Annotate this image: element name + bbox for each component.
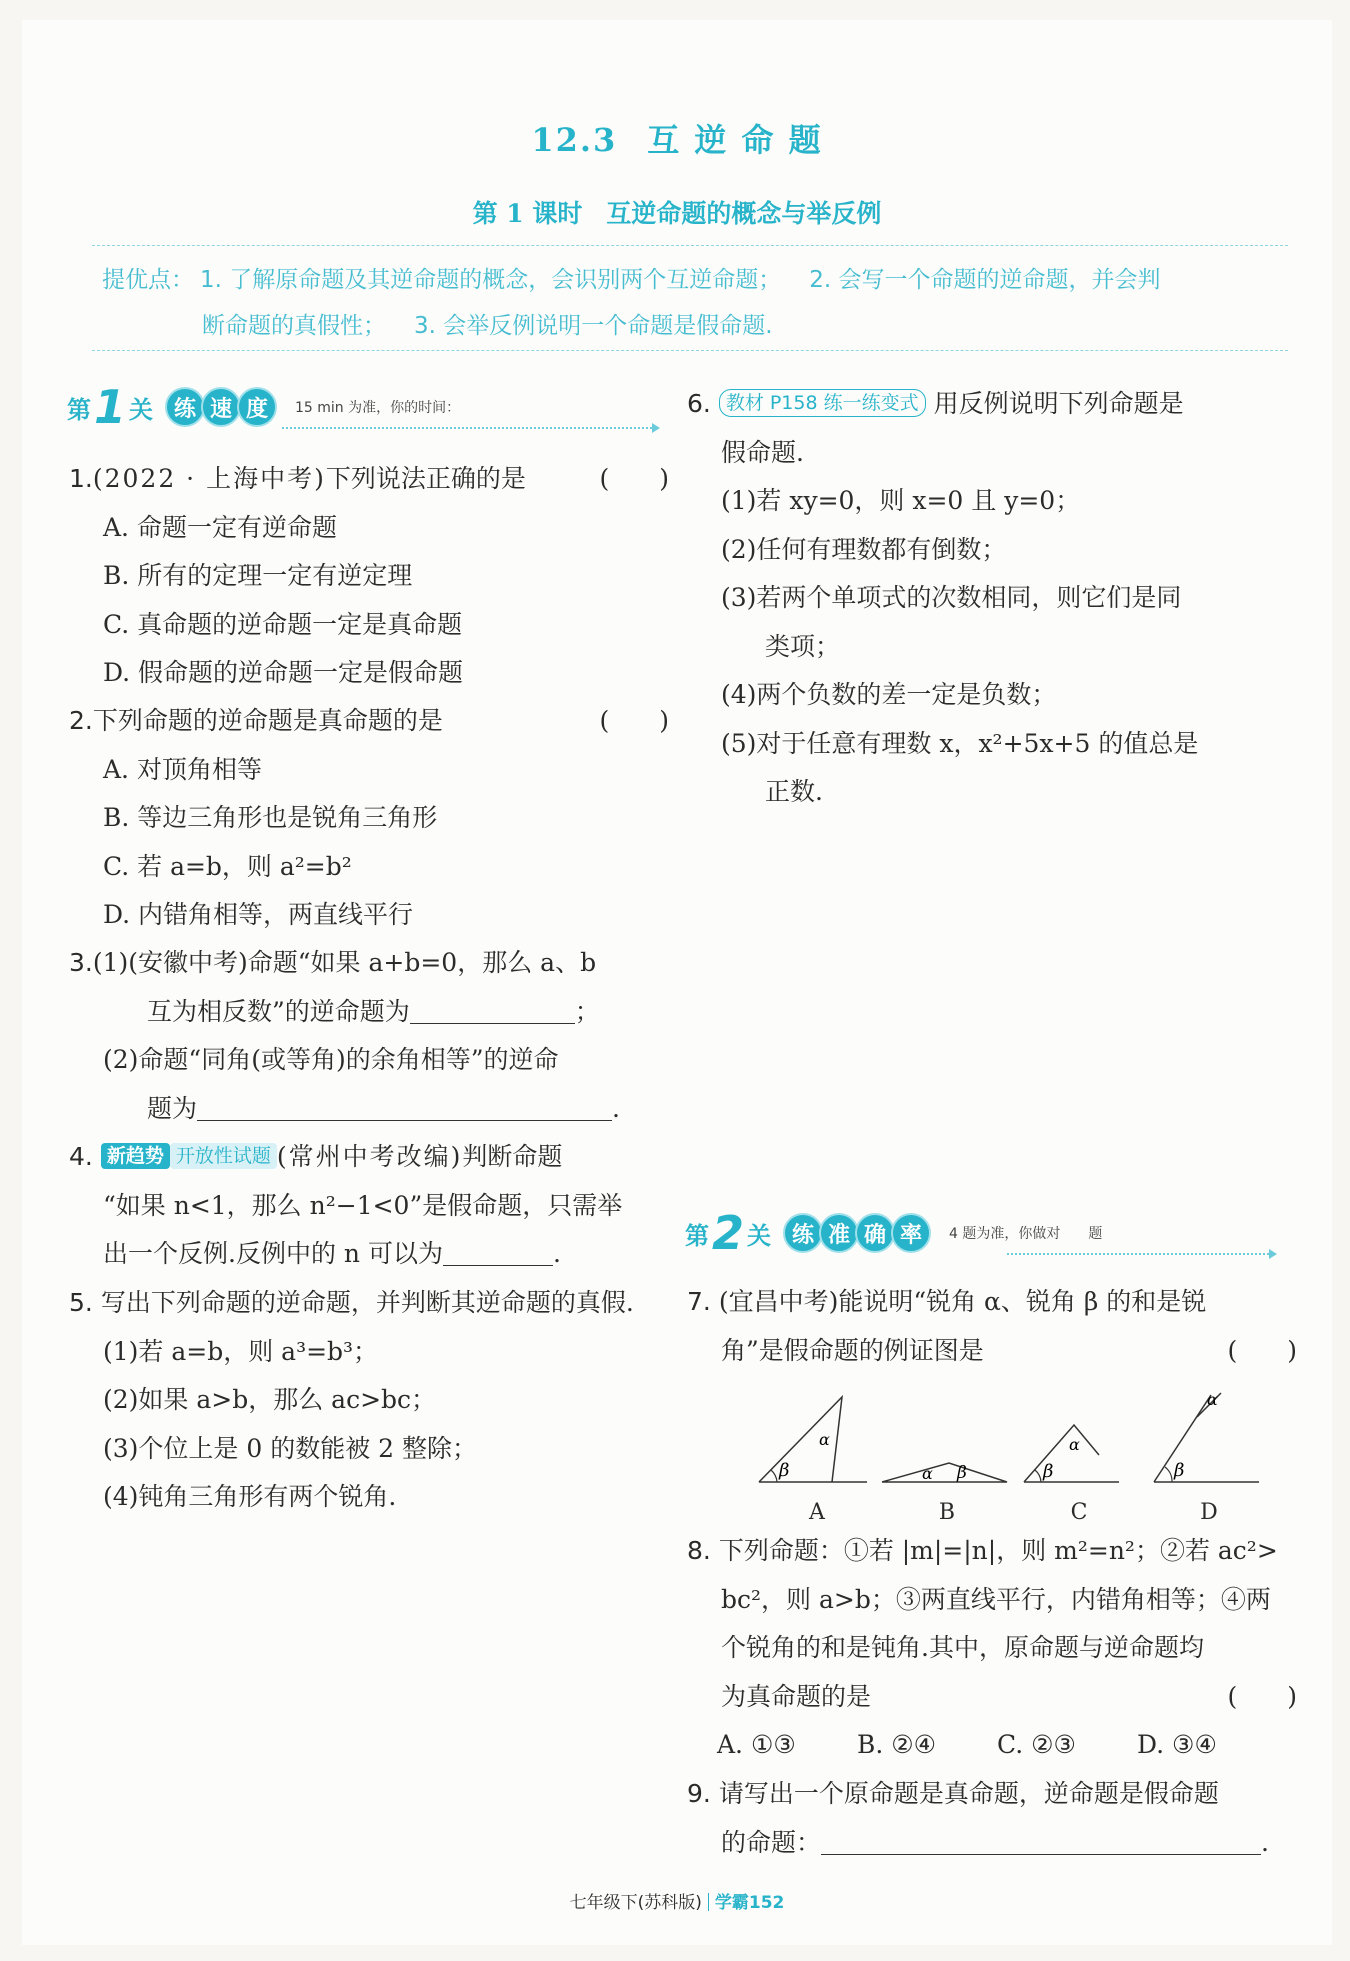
section2-header bbox=[685, 1206, 1103, 1260]
q6-stem-line2: 假命题. bbox=[721, 437, 804, 467]
answer-paren: ( ) bbox=[599, 464, 669, 493]
section2-underline bbox=[1007, 1253, 1269, 1255]
angle-beta-label: β bbox=[779, 1460, 790, 1481]
q6-item-2: (2)任何有理数都有倒数； bbox=[721, 534, 1007, 564]
option-a: A. 对顶角相等 bbox=[103, 754, 262, 784]
q6-item-3-cont: 类项； bbox=[765, 631, 841, 661]
q8-line1: 下列命题：①若 |m|=|n|，则 m²=n²；②若 ac²> bbox=[718, 1536, 1278, 1565]
question-2 bbox=[69, 697, 669, 940]
key-point-2: 2. 会写一个命题的逆命题，并会判 bbox=[809, 267, 1161, 293]
tag-textbook: 教材 P158 练一练变式 bbox=[719, 389, 926, 417]
answer-blank[interactable] bbox=[443, 1237, 553, 1266]
question-8 bbox=[687, 1527, 1297, 1770]
q6-item-5: (5)对于任意有理数 x，x²+5x+5 的值总是 bbox=[721, 728, 1199, 758]
angle-beta-label: β bbox=[957, 1463, 967, 1483]
q3-part1-line1: (1)(安徽中考)命题“如果 a+b=0，那么 a、b bbox=[92, 948, 597, 977]
tag-open-question: 开放性试题 bbox=[170, 1143, 277, 1169]
q7-line1: (宜昌中考)能说明“锐角 α、锐角 β 的和是锐 bbox=[718, 1287, 1207, 1316]
angle-beta-label: β bbox=[1174, 1460, 1185, 1481]
q9-number: 9. bbox=[687, 1779, 711, 1808]
answer-blank[interactable] bbox=[410, 995, 575, 1024]
answer-blank[interactable] bbox=[821, 1826, 1261, 1855]
q9-line1: 请写出一个原命题是真命题，逆命题是假命题 bbox=[718, 1779, 1219, 1808]
key-points-label: 提优点： bbox=[102, 267, 194, 293]
tag-new-trend: 新趋势 bbox=[101, 1143, 170, 1169]
q4-line2: “如果 n<1，那么 n²−1<0”是假命题，只需举 bbox=[103, 1190, 623, 1220]
divider-top bbox=[92, 245, 1288, 246]
q3-part1-end: ； bbox=[574, 996, 600, 1026]
q6-number: 6. bbox=[687, 389, 711, 418]
figure-label-d: D bbox=[1200, 1500, 1218, 1525]
badge-char: 练 bbox=[165, 387, 205, 427]
option-d: D. 内错角相等，两直线平行 bbox=[103, 900, 414, 929]
q7-number: 7. bbox=[687, 1287, 711, 1316]
question-3 bbox=[69, 939, 669, 1133]
q4-line1-end: 判断命题 bbox=[462, 1142, 563, 1171]
q2-stem: 下列命题的逆命题是真命题的是 bbox=[92, 706, 443, 735]
q7-figures bbox=[757, 1385, 1277, 1525]
page-number: 152 bbox=[748, 1893, 785, 1913]
q6-item-4: (4)两个负数的差一定是负数； bbox=[721, 680, 1057, 709]
section2-di: 第 bbox=[685, 1221, 709, 1250]
section-name: 互 逆 命 题 bbox=[647, 121, 823, 159]
figure-d bbox=[1149, 1385, 1269, 1525]
q5-item-2: (2)如果 a>b，那么 ac>bc； bbox=[103, 1385, 437, 1414]
badge-char: 率 bbox=[891, 1213, 931, 1253]
q6-item-5-cont: 正数. bbox=[765, 777, 823, 806]
q5-item-3: (3)个位上是 0 的数能被 2 整除； bbox=[103, 1433, 478, 1463]
section2-score-note: 4 题为准，你做对 题 bbox=[949, 1226, 1103, 1242]
question-9 bbox=[687, 1770, 1297, 1867]
badge-char: 速 bbox=[201, 387, 241, 427]
figure-a bbox=[757, 1385, 877, 1525]
badge-char: 练 bbox=[783, 1213, 823, 1253]
question-7 bbox=[687, 1278, 1297, 1375]
answer-paren: ( ) bbox=[1227, 1335, 1297, 1365]
q8-number: 8. bbox=[687, 1536, 711, 1565]
lesson-title bbox=[22, 194, 1332, 230]
angle-alpha-label: α bbox=[922, 1464, 933, 1483]
section1-di: 第 bbox=[67, 395, 91, 424]
footer-brand: 学霸 bbox=[714, 1893, 749, 1913]
q6-item-3: (3)若两个单项式的次数相同，则它们是同 bbox=[721, 583, 1182, 612]
q2-number: 2. bbox=[69, 706, 93, 735]
arrow-icon bbox=[652, 423, 660, 433]
answer-paren: ( ) bbox=[599, 706, 669, 735]
option-c: C. 真命题的逆命题一定是真命题 bbox=[103, 609, 463, 639]
arrow-icon bbox=[1269, 1249, 1277, 1259]
section-number: 12.3 bbox=[531, 121, 618, 159]
q5-number: 5. bbox=[69, 1288, 93, 1317]
section1-time-note: 15 min 为准，你的时间： bbox=[295, 400, 461, 416]
footer-grade: 七年级下(苏科版) bbox=[569, 1893, 702, 1913]
q5-item-4: (4)钝角三角形有两个锐角. bbox=[103, 1482, 397, 1511]
lesson-label: 第 1 课时 bbox=[472, 199, 583, 228]
question-6 bbox=[687, 380, 1297, 817]
badge-char: 确 bbox=[855, 1213, 895, 1253]
q1-source: (2022 · 上海中考) bbox=[92, 464, 326, 493]
question-5 bbox=[69, 1279, 669, 1522]
option-b: B. ②④ bbox=[857, 1730, 937, 1759]
option-b: B. 所有的定理一定有逆定理 bbox=[103, 561, 413, 590]
page-footer bbox=[22, 1888, 1332, 1913]
lesson-name: 互逆命题的概念与举反例 bbox=[606, 199, 882, 228]
q3-part1-line2: 互为相反数”的逆命题为 bbox=[147, 996, 410, 1026]
page bbox=[22, 20, 1332, 1945]
question-1 bbox=[69, 455, 669, 698]
option-c: C. ②③ bbox=[997, 1730, 1076, 1759]
figure-c bbox=[1019, 1385, 1139, 1525]
option-b: B. 等边三角形也是锐角三角形 bbox=[103, 803, 438, 832]
figure-label-c: C bbox=[1070, 1500, 1088, 1525]
q1-stem: 下列说法正确的是 bbox=[325, 464, 526, 493]
q3-part2-line1: (2)命题“同角(或等角)的余角相等”的逆命 bbox=[103, 1045, 559, 1074]
badge-char: 准 bbox=[819, 1213, 859, 1253]
section2-badge bbox=[783, 1213, 927, 1253]
option-a: A. 命题一定有逆命题 bbox=[103, 512, 337, 542]
q4-number: 4. bbox=[69, 1142, 93, 1171]
key-point-2-cont: 断命题的真假性； bbox=[202, 313, 386, 339]
angle-alpha-label: α bbox=[819, 1430, 830, 1449]
q6-stem-line1: 用反例说明下列命题是 bbox=[933, 389, 1184, 418]
badge-char: 度 bbox=[237, 387, 277, 427]
section1-number: 1 bbox=[94, 380, 127, 434]
section1-underline bbox=[282, 427, 652, 429]
q3-number: 3. bbox=[69, 948, 93, 977]
answer-paren: ( ) bbox=[1227, 1681, 1297, 1711]
q8-line4: 为真命题的是 bbox=[721, 1681, 872, 1711]
q4-line3: 出一个反例.反例中的 n 可以为 bbox=[103, 1239, 443, 1268]
section2-guan: 关 bbox=[747, 1221, 772, 1250]
figure-b bbox=[877, 1385, 997, 1525]
section1-header bbox=[67, 380, 461, 434]
footer-separator bbox=[708, 1893, 709, 1911]
section1-badge bbox=[165, 387, 273, 427]
figure-label-a: A bbox=[809, 1500, 825, 1525]
question-4 bbox=[69, 1133, 669, 1279]
q3-part2-line2: 题为 bbox=[147, 1093, 198, 1123]
section-title bbox=[22, 115, 1332, 161]
q8-line3: 个锐角的和是钝角.其中，原命题与逆命题均 bbox=[721, 1633, 1204, 1662]
q1-number: 1. bbox=[69, 464, 93, 493]
option-a: A. ①③ bbox=[717, 1730, 796, 1759]
answer-blank[interactable] bbox=[197, 1092, 612, 1121]
q3-part2-end: . bbox=[612, 1093, 620, 1123]
q4-source: (常州中考改编) bbox=[276, 1142, 463, 1171]
option-c: C. 若 a=b，则 a²=b² bbox=[103, 851, 352, 881]
option-d: D. ③④ bbox=[1137, 1730, 1217, 1759]
q8-line2: bc²，则 a>b；③两直线平行，内错角相等；④两 bbox=[721, 1584, 1271, 1614]
q9-end: . bbox=[1261, 1827, 1269, 1857]
key-point-1: 1. 了解原命题及其逆命题的概念，会识别两个互逆命题； bbox=[200, 267, 782, 293]
figure-label-b: B bbox=[938, 1500, 956, 1525]
q9-line2: 的命题： bbox=[721, 1827, 822, 1857]
key-point-3: 3. 会举反例说明一个命题是假命题. bbox=[414, 313, 773, 339]
key-points bbox=[102, 257, 1282, 349]
angle-alpha-label: α bbox=[1207, 1390, 1218, 1409]
section1-guan: 关 bbox=[129, 395, 154, 424]
q5-stem: 写出下列命题的逆命题，并判断其逆命题的真假. bbox=[100, 1288, 634, 1317]
angle-beta-label: β bbox=[1043, 1461, 1054, 1482]
q6-item-1: (1)若 xy=0，则 x=0 且 y=0； bbox=[721, 486, 1081, 515]
option-d: D. 假命题的逆命题一定是假命题 bbox=[103, 658, 464, 687]
divider-bottom bbox=[92, 350, 1288, 351]
angle-alpha-label: α bbox=[1069, 1435, 1080, 1454]
q7-line2: 角”是假命题的例证图是 bbox=[721, 1335, 984, 1365]
q4-end: . bbox=[552, 1239, 561, 1268]
q5-item-1: (1)若 a=b，则 a³=b³； bbox=[103, 1336, 379, 1366]
section2-number: 2 bbox=[712, 1206, 745, 1260]
